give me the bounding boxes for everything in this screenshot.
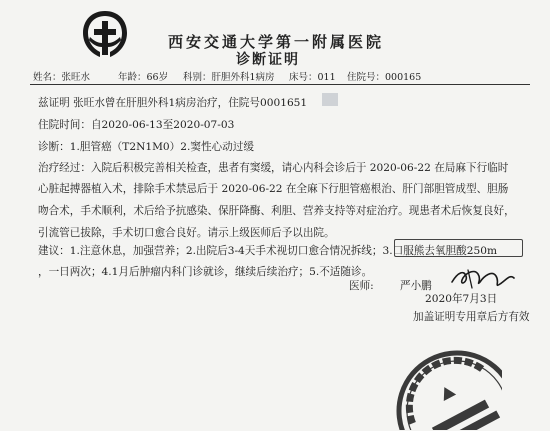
- treatment-line-4: 引流管已拔除，手术切口愈合良好。请示上级医师后予以出院。: [38, 227, 335, 239]
- treatment-line-1: 治疗经过：入院后积极完善相关检查，患者有窦缓，请心内科会诊后于 2020-06-22 在局麻下行临时: [38, 162, 509, 174]
- patient-name: 姓名：张旺水: [33, 72, 91, 83]
- redaction-mask: [322, 93, 338, 106]
- advice-line-2: ，一日两次；4.1月后肿瘤内科门诊就诊，继续后续治疗；5.不适随诊。: [38, 266, 373, 278]
- hospital-name: 西安交通大学第一附属医院: [168, 33, 385, 51]
- patient-info-row: [33, 69, 513, 83]
- handwritten-highlight-box: [394, 239, 523, 257]
- official-seal: [372, 326, 502, 430]
- header-divider: [30, 84, 530, 85]
- signature-label: 医师:: [349, 280, 374, 292]
- hospital-stay-line: 住院时间：自2020-06-13至2020-07-03: [38, 119, 235, 131]
- certification-line: 兹证明 张旺水曾在肝胆外科1病房治疗，住院号0001651: [38, 97, 308, 109]
- advice-line-1: 建议：1.注意休息，加强营养；2.出院后3-4天手术视切口愈合情况拆线；3.口服熊去氧胆酸250m: [38, 245, 498, 257]
- patient-department: 科别：肝胆外科1病房: [183, 72, 275, 83]
- document-title: 诊断证明: [236, 52, 300, 68]
- stamp-validity-note: 加盖证明专用章后方有效: [413, 311, 530, 323]
- handwritten-signature: [448, 262, 518, 292]
- treatment-line-2: 心脏起搏器植入术，排除手术禁忌后于 2020-06-22 在全麻下行胆管癌根治、肝门部胆管成型、胆肠: [38, 183, 509, 195]
- diagnosis-line: 诊断：1.胆管癌（T2N1M0）2.窦性心动过缓: [38, 141, 254, 153]
- signature-name: 严小鹏: [400, 280, 432, 292]
- issue-date: 2020年7月3日: [425, 293, 498, 305]
- treatment-line-3: 吻合术，手术顺利，术后给予抗感染、保肝降酶、利胆、营养支持等对症治疗。现患者术后恢复良好，: [38, 205, 515, 217]
- patient-bed: 床号：011: [289, 72, 336, 83]
- patient-age: 年龄：66岁: [118, 72, 169, 83]
- patient-admission-no: 住院号：000165: [347, 72, 422, 83]
- hospital-logo: [78, 7, 132, 61]
